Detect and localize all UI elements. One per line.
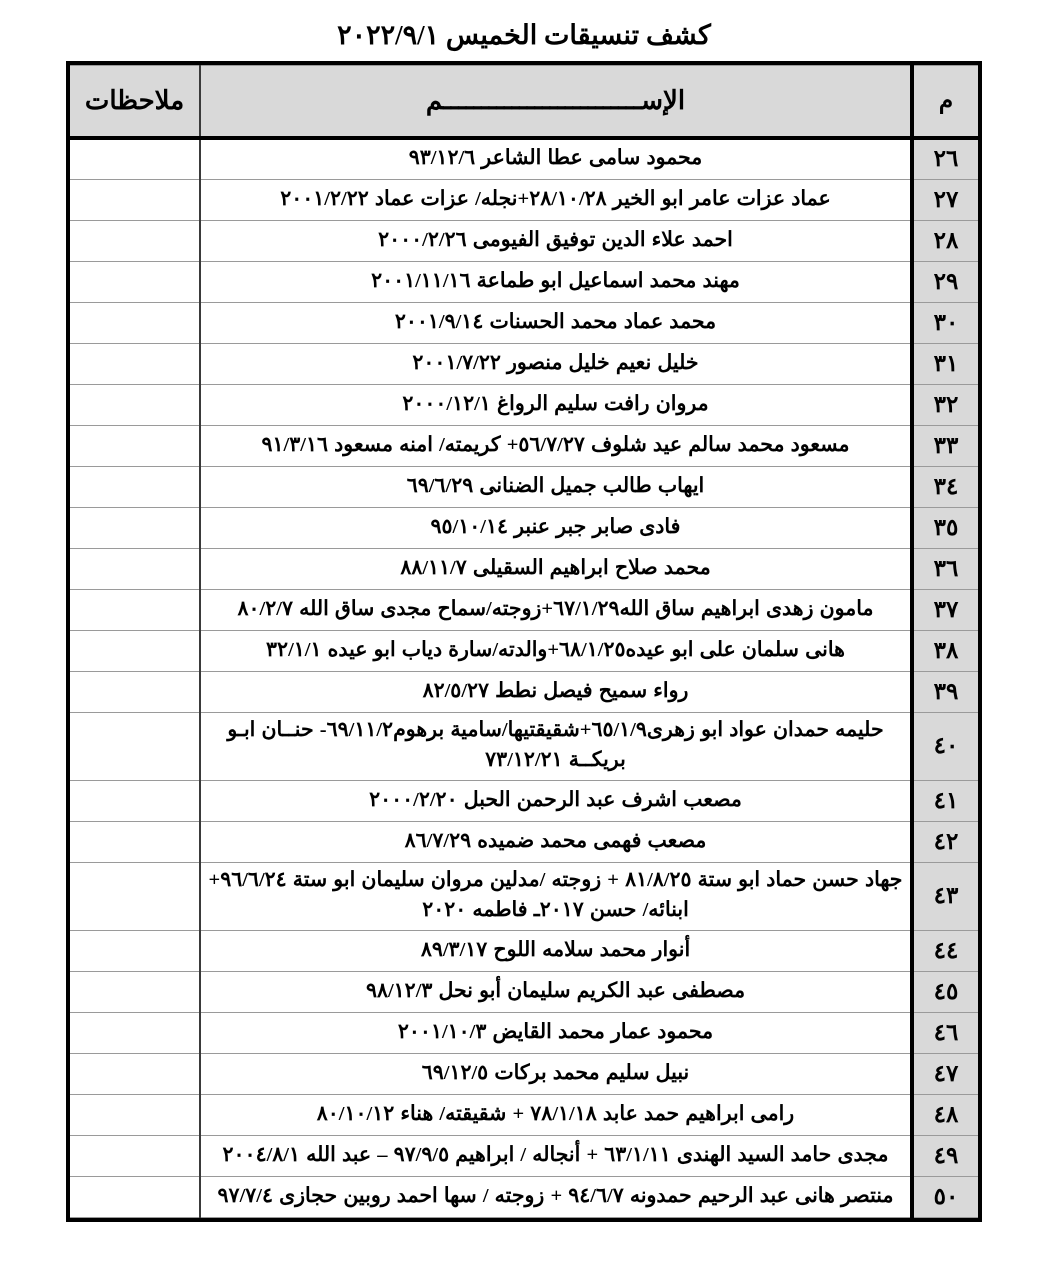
row-notes-cell [70,384,200,425]
row-number-cell: ٣١ [912,343,978,384]
row-name-cell: منتصر هانى عبد الرحيم حمدونه ٩٤/٦/٧ + زوجته / سها احمد روبين حجازى ٩٧/٧/٤ [200,1176,912,1217]
column-header-name: الإســــــــــــــــــــــــــم [200,66,912,139]
row-notes-cell [70,930,200,971]
row-notes-cell [70,548,200,589]
row-notes-cell [70,343,200,384]
table-row [70,507,978,548]
row-number-cell: ٣٠ [912,302,978,343]
table-row [70,343,978,384]
row-number-cell: ٤٨ [912,1094,978,1135]
table-header-row [70,66,978,139]
row-name-cell: جهاد حسن حماد ابو ستة ٨١/٨/٢٥ + زوجته /مدلين مروان سليمان ابو ستة ٩٦/٦/٢٤+ ابنائه/ حسن ٢٠١٧ـ فاطمه ٢٠٢٠ [200,862,912,930]
table-row [70,384,978,425]
table-row [70,671,978,712]
table-row [70,971,978,1012]
row-number-cell: ٣٣ [912,425,978,466]
table-row [70,930,978,971]
row-notes-cell [70,507,200,548]
table-row [70,589,978,630]
column-header-notes: ملاحظات [70,66,200,139]
row-number-cell: ٣٧ [912,589,978,630]
row-notes-cell [70,425,200,466]
row-number-cell: ٣٤ [912,466,978,507]
row-number-cell: ٣٢ [912,384,978,425]
table-row [70,220,978,261]
row-notes-cell [70,1053,200,1094]
row-number-cell: ٣٨ [912,630,978,671]
table-row [70,138,978,179]
row-notes-cell [70,671,200,712]
row-notes-cell [70,1094,200,1135]
row-name-cell: رواء سميح فيصل نطط ٨٢/٥/٢٧ [200,671,912,712]
row-name-cell: محمود عمار محمد القايض ٢٠٠١/١٠/٣ [200,1012,912,1053]
row-notes-cell [70,589,200,630]
row-notes-cell [70,179,200,220]
coordination-list-table [70,65,978,1218]
row-number-cell: ٢٨ [912,220,978,261]
row-notes-cell [70,1176,200,1217]
table-row [70,862,978,930]
table-row [70,179,978,220]
row-name-cell: نبيل سليم محمد بركات ٦٩/١٢/٥ [200,1053,912,1094]
page-title: كشف تنسيقات الخميس ٢٠٢٢/٩/١ [337,20,711,50]
row-name-cell: حليمه حمدان عواد ابو زهرى٦٥/١/٩+شقيقتيها/سامية برهوم٦٩/١١/٢- حنــان ابـو بريكــة ٧٣/١٢/٢١ [200,712,912,780]
table-row [70,466,978,507]
table-row [70,630,978,671]
table-row [70,712,978,780]
row-name-cell: مروان رافت سليم الرواغ ٢٠٠٠/١٢/١ [200,384,912,425]
row-notes-cell [70,630,200,671]
row-name-cell: مامون زهدى ابراهيم ساق الله٦٧/١/٢٩+زوجته/سماح مجدى ساق الله ٨٠/٢/٧ [200,589,912,630]
row-notes-cell [70,1135,200,1176]
table-row [70,1053,978,1094]
row-number-cell: ٢٧ [912,179,978,220]
row-name-cell: خليل نعيم خليل منصور ٢٠٠١/٧/٢٢ [200,343,912,384]
row-number-cell: ٤٢ [912,821,978,862]
row-name-cell: محمد صلاح ابراهيم السقيلى ٨٨/١١/٧ [200,548,912,589]
row-number-cell: ٤٥ [912,971,978,1012]
row-notes-cell [70,466,200,507]
table-row [70,1012,978,1053]
row-notes-cell [70,712,200,780]
row-notes-cell [70,1012,200,1053]
row-name-cell: ايهاب طالب جميل الضنانى ٦٩/٦/٢٩ [200,466,912,507]
row-notes-cell [70,971,200,1012]
row-name-cell: هانى سلمان على ابو عيده٦٨/١/٢٥+والدته/سارة دياب ابو عيده ٣٢/١/١ [200,630,912,671]
row-name-cell: محمود سامى عطا الشاعر ٩٣/١٢/٦ [200,138,912,179]
row-number-cell: ٢٦ [912,138,978,179]
row-notes-cell [70,261,200,302]
table-row [70,425,978,466]
row-number-cell: ٥٠ [912,1176,978,1217]
row-notes-cell [70,302,200,343]
row-name-cell: مسعود محمد سالم عيد شلوف ٥٦/٧/٢٧+ كريمته/ امنه مسعود ٩١/٣/١٦ [200,425,912,466]
table-row [70,1094,978,1135]
row-number-cell: ٤٠ [912,712,978,780]
table-row [70,780,978,821]
row-number-cell: ٣٩ [912,671,978,712]
row-number-cell: ٤٣ [912,862,978,930]
table-row [70,302,978,343]
row-name-cell: رامى ابراهيم حمد عابد ٧٨/١/١٨ + شقيقته/ هناء ٨٠/١٠/١٢ [200,1094,912,1135]
row-name-cell: مصعب فهمى محمد ضميده ٨٦/٧/٢٩ [200,821,912,862]
row-number-cell: ٢٩ [912,261,978,302]
row-name-cell: مصطفى عبد الكريم سليمان أبو نحل ٩٨/١٢/٣ [200,971,912,1012]
row-number-cell: ٤٩ [912,1135,978,1176]
row-number-cell: ٤٤ [912,930,978,971]
table-header [70,66,978,139]
table-row [70,821,978,862]
coordination-list-table-wrapper [66,61,982,1222]
row-name-cell: مصعب اشرف عبد الرحمن الحبل ٢٠٠٠/٢/٢٠ [200,780,912,821]
row-notes-cell [70,138,200,179]
row-number-cell: ٣٥ [912,507,978,548]
row-notes-cell [70,821,200,862]
table-row [70,1176,978,1217]
table-row [70,261,978,302]
row-name-cell: احمد علاء الدين توفيق الفيومى ٢٠٠٠/٢/٢٦ [200,220,912,261]
column-header-number: م [912,66,978,139]
row-name-cell: فادى صابر جبر عنبر ٩٥/١٠/١٤ [200,507,912,548]
table-row [70,1135,978,1176]
table-body [70,138,978,1217]
row-notes-cell [70,780,200,821]
row-notes-cell [70,862,200,930]
row-number-cell: ٣٦ [912,548,978,589]
row-name-cell: مهند محمد اسماعيل ابو طماعة ٢٠٠١/١١/١٦ [200,261,912,302]
row-number-cell: ٤١ [912,780,978,821]
row-name-cell: مجدى حامد السيد الهندى ٦٣/١/١١ + أنجاله / ابراهيم ٩٧/٩/٥ – عبد الله ٢٠٠٤/٨/١ [200,1135,912,1176]
row-name-cell: محمد عماد محمد الحسنات ٢٠٠١/٩/١٤ [200,302,912,343]
table-row [70,548,978,589]
row-number-cell: ٤٧ [912,1053,978,1094]
row-name-cell: عماد عزات عامر ابو الخير ٢٨/١٠/٢٨+نجله/ عزات عماد ٢٠٠١/٢/٢٢ [200,179,912,220]
row-notes-cell [70,220,200,261]
row-name-cell: أنوار محمد سلامه اللوح ٨٩/٣/١٧ [200,930,912,971]
row-number-cell: ٤٦ [912,1012,978,1053]
